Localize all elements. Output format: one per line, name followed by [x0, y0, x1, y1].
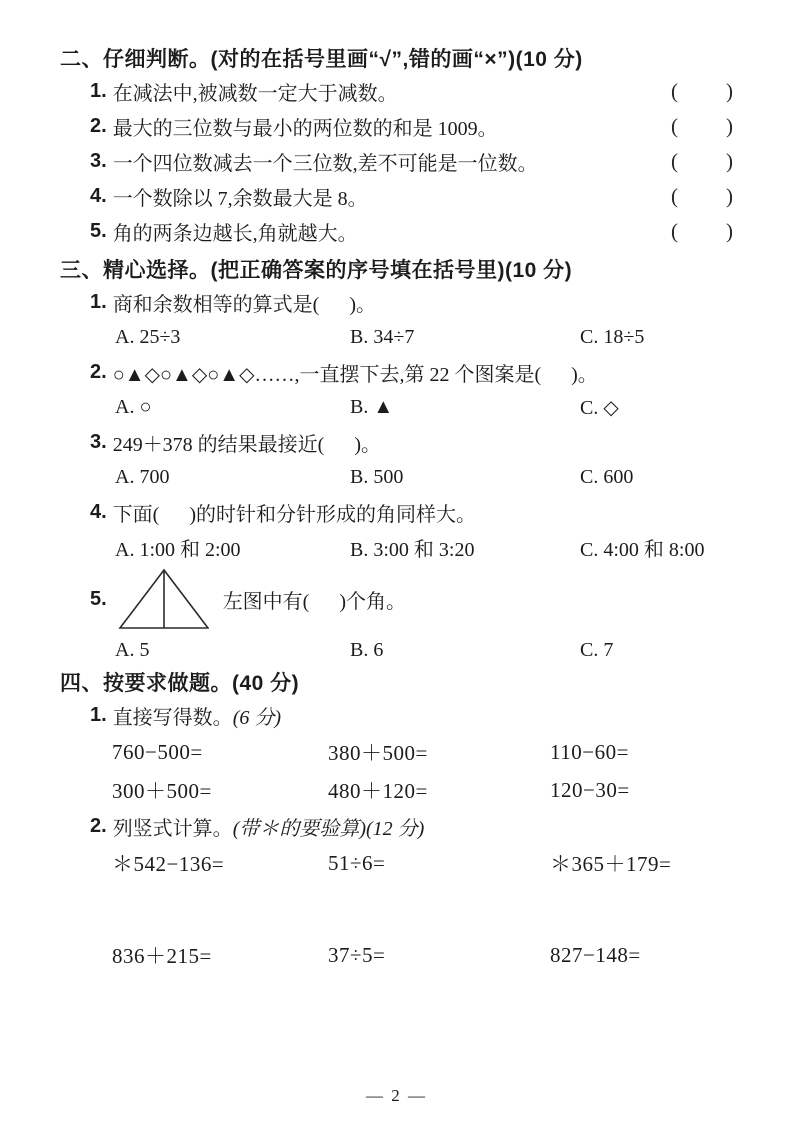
expression: 120−30= — [550, 777, 630, 802]
option-c: C. 18÷5 — [580, 326, 645, 348]
question-stem: 商和余数相等的算式是( )。 — [112, 294, 377, 316]
choice-question-2 — [60, 355, 733, 425]
option-a: A. 1:00 和 2:00 — [115, 539, 241, 561]
option-c: C. 7 — [580, 639, 614, 661]
paren-close: ) — [726, 149, 733, 173]
choice-question-5 — [60, 565, 733, 668]
work-section-title: 四、按要求做题。(40 分) — [60, 672, 300, 695]
choice-question-1 — [60, 285, 733, 355]
question-stem: ○▲◇○▲◇○▲◇……,一直摆下去,第 22 个图案是( )。 — [112, 364, 598, 386]
oral-calc-row-1 — [112, 733, 733, 771]
vertical-calc-row-1 — [112, 844, 733, 882]
choice-section-title: 三、精心选择。(把正确答案的序号填在括号里)(10 分) — [60, 259, 573, 282]
answer-blank — [671, 219, 733, 244]
option-c: C. 4:00 和 8:00 — [580, 539, 705, 561]
question-number: 1. — [90, 291, 107, 313]
judge-item-number: 4. — [90, 185, 107, 207]
paren-open: ( — [671, 219, 678, 243]
subsection-note: (带＊的要验算) — [232, 818, 367, 840]
subsection-number: 1. — [90, 704, 107, 726]
option-a: A. 25÷3 — [115, 326, 181, 348]
question-stem: 左图中有( )个角。 — [222, 590, 407, 613]
expression: 836＋215= — [112, 944, 212, 968]
answer-blank — [671, 184, 733, 209]
paren-open: ( — [671, 79, 678, 103]
oral-calc-row-2 — [112, 771, 733, 809]
option-c: C. 600 — [580, 466, 634, 488]
question-number: 4. — [90, 501, 107, 523]
subsection-score: (12 分) — [366, 818, 425, 840]
judge-item-2 — [90, 109, 733, 144]
option-b: B. 500 — [350, 466, 404, 488]
judge-item-4 — [90, 179, 733, 214]
option-b: B. 34÷7 — [350, 326, 415, 348]
work-subsection-1 — [60, 698, 733, 809]
judge-list — [60, 74, 733, 249]
expression: ＊365＋179= — [550, 852, 672, 876]
triangle-figure-icon — [117, 567, 209, 631]
judge-item-text: 在减法中,被减数一定大于减数。 — [112, 83, 398, 105]
page-number: — 2 — — [366, 1086, 427, 1105]
judge-section-title: 二、仔细判断。(对的在括号里画“√”,错的画“×”)(10 分) — [60, 48, 583, 71]
judge-item-text: 最大的三位数与最小的两位数的和是 1009。 — [112, 118, 498, 140]
question-stem: 249＋378 的结果最接近( )。 — [112, 434, 382, 456]
judge-item-5 — [90, 214, 733, 249]
judge-item-number: 1. — [90, 80, 107, 102]
expression: 760−500= — [112, 739, 203, 764]
judge-item-text: 一个数除以 7,余数最大是 8。 — [112, 188, 368, 210]
paren-open: ( — [671, 149, 678, 173]
expression: 37÷5= — [328, 942, 386, 967]
paren-open: ( — [671, 114, 678, 138]
choice-question-4 — [60, 495, 733, 565]
option-b: B. 3:00 和 3:20 — [350, 539, 475, 561]
option-a: A. 700 — [115, 466, 170, 488]
subsection-number: 2. — [90, 815, 107, 837]
judge-item-number: 2. — [90, 115, 107, 137]
subsection-title: 直接写得数。 — [112, 707, 233, 729]
judge-item-3 — [90, 144, 733, 179]
answer-blank — [671, 114, 733, 139]
choice-question-3 — [60, 425, 733, 495]
question-stem: 下面( )的时针和分针形成的角同样大。 — [112, 504, 477, 526]
paren-close: ) — [726, 219, 733, 243]
expression: 300＋500= — [112, 779, 212, 803]
paren-close: ) — [726, 114, 733, 138]
option-a: A. ○ — [115, 396, 152, 418]
question-number: 2. — [90, 361, 107, 383]
judge-item-1 — [90, 74, 733, 109]
vertical-calc-row-2 — [112, 936, 733, 974]
expression: 110−60= — [550, 739, 629, 764]
paren-open: ( — [671, 184, 678, 208]
option-c: C. ◇ — [580, 397, 619, 419]
expression: 51÷6= — [328, 850, 386, 875]
answer-blank — [671, 149, 733, 174]
expression: ＊542−136= — [112, 852, 225, 876]
expression: 480＋120= — [328, 779, 428, 803]
question-number: 5. — [90, 587, 107, 610]
paren-close: ) — [726, 184, 733, 208]
expression: 827−148= — [550, 942, 641, 967]
question-number: 3. — [90, 431, 107, 453]
judge-item-text: 一个四位数减去一个三位数,差不可能是一位数。 — [112, 153, 538, 175]
judge-item-number: 5. — [90, 220, 107, 242]
option-a: A. 5 — [115, 639, 150, 661]
judge-item-text: 角的两条边越长,角就越大。 — [112, 223, 358, 245]
judge-item-number: 3. — [90, 150, 107, 172]
answer-blank — [671, 79, 733, 104]
option-b: B. ▲ — [350, 396, 394, 418]
subsection-title: 列竖式计算。 — [112, 818, 233, 840]
subsection-score: (6 分) — [232, 707, 282, 729]
option-b: B. 6 — [350, 639, 384, 661]
expression: 380＋500= — [328, 741, 428, 765]
work-subsection-2 — [60, 809, 733, 974]
paren-close: ) — [726, 79, 733, 103]
